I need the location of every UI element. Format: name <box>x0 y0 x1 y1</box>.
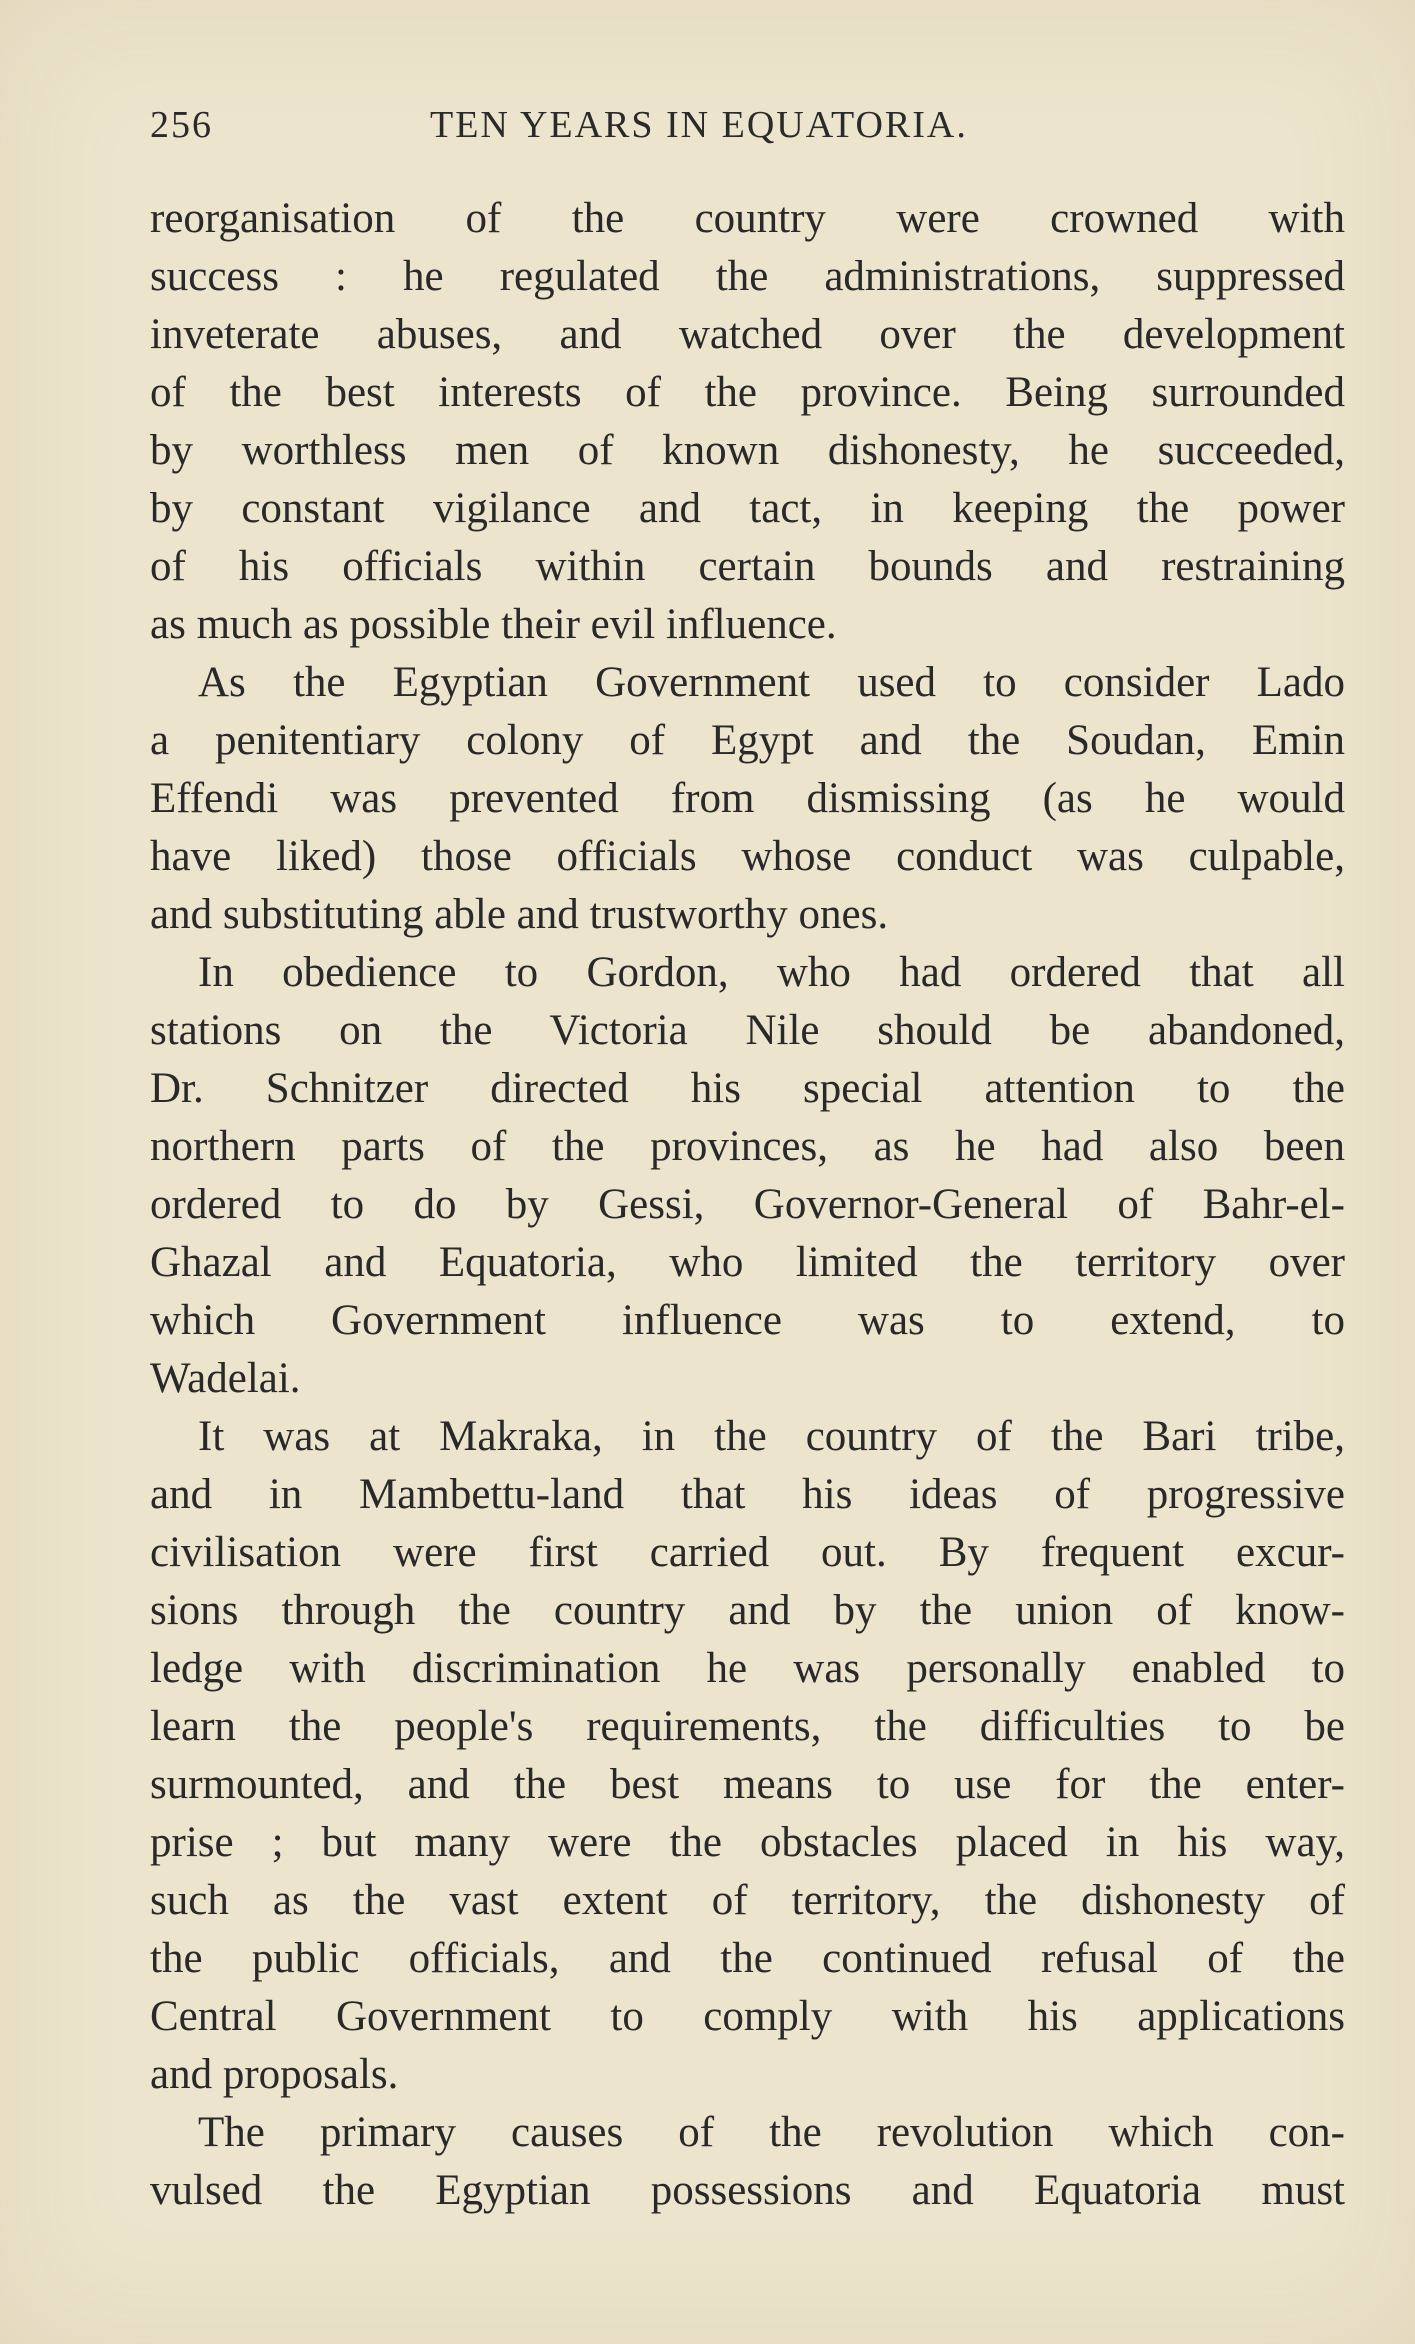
text-line: vulsed the Egyptian possessions and Equatoria must <box>150 2167 1345 2214</box>
text-line: a penitentiary colony of Egypt and the Soudan, Emin <box>150 717 1345 764</box>
paragraph <box>150 2104 1345 2220</box>
paragraph <box>150 944 1345 1408</box>
text-line: ledge with discrimination he was personally enabled to <box>150 1645 1345 1692</box>
text-line: In obedience to Gordon, who had ordered that all <box>198 949 1345 996</box>
text-line: Ghazal and Equatoria, who limited the territory over <box>150 1239 1345 1286</box>
text-line: inveterate abuses, and watched over the development <box>150 311 1345 358</box>
text-line: as much as possible their evil influence. <box>150 601 837 648</box>
text-line: The primary causes of the revolution which con- <box>198 2109 1345 2156</box>
text-line: Effendi was prevented from dismissing (as he would <box>150 775 1345 822</box>
text-line: of the best interests of the province. Being surrounded <box>150 369 1345 416</box>
text-line: As the Egyptian Government used to consider Lado <box>198 659 1345 706</box>
text-line: have liked) those officials whose conduct was culpable, <box>150 833 1345 880</box>
text-line: learn the people's requirements, the difficulties to be <box>150 1703 1345 1750</box>
text-line: by constant vigilance and tact, in keeping the power <box>150 485 1345 532</box>
page-number: 256 <box>150 104 213 146</box>
text-line: Central Government to comply with his applications <box>150 1993 1345 2040</box>
running-title: TEN YEARS IN EQUATORIA. <box>430 104 968 146</box>
paragraph <box>150 190 1345 654</box>
text-line: surmounted, and the best means to use for the enter- <box>150 1761 1345 1808</box>
text-line: prise ; but many were the obstacles placed in his way, <box>150 1819 1345 1866</box>
text-line: success : he regulated the administrations, suppressed <box>150 253 1345 300</box>
text-line: and in Mambettu-land that his ideas of progressive <box>150 1471 1345 1518</box>
text-line: Dr. Schnitzer directed his special attention to the <box>150 1065 1345 1112</box>
paragraph <box>150 654 1345 944</box>
page-header <box>150 103 1075 153</box>
text-line: civilisation were first carried out. By frequent excur- <box>150 1529 1345 1576</box>
body-text <box>150 190 1345 2220</box>
text-line: sions through the country and by the union of know- <box>150 1587 1345 1634</box>
text-line: stations on the Victoria Nile should be abandoned, <box>150 1007 1345 1054</box>
paragraph <box>150 1408 1345 2104</box>
text-line: which Government influence was to extend, to <box>150 1297 1345 1344</box>
text-line: and substituting able and trustworthy ones. <box>150 891 889 938</box>
text-line: by worthless men of known dishonesty, he succeeded, <box>150 427 1345 474</box>
text-line: It was at Makraka, in the country of the Bari tribe, <box>198 1413 1345 1460</box>
text-line: ordered to do by Gessi, Governor-General of Bahr-el- <box>150 1181 1345 1228</box>
text-line: northern parts of the provinces, as he had also been <box>150 1123 1345 1170</box>
text-line: of his officials within certain bounds and restraining <box>150 543 1345 590</box>
text-line: such as the vast extent of territory, the dishonesty of <box>150 1877 1345 1924</box>
text-line: the public officials, and the continued refusal of the <box>150 1935 1345 1982</box>
text-line: and proposals. <box>150 2051 399 2098</box>
text-line: reorganisation of the country were crowned with <box>150 195 1345 242</box>
text-line: Wadelai. <box>150 1355 301 1402</box>
